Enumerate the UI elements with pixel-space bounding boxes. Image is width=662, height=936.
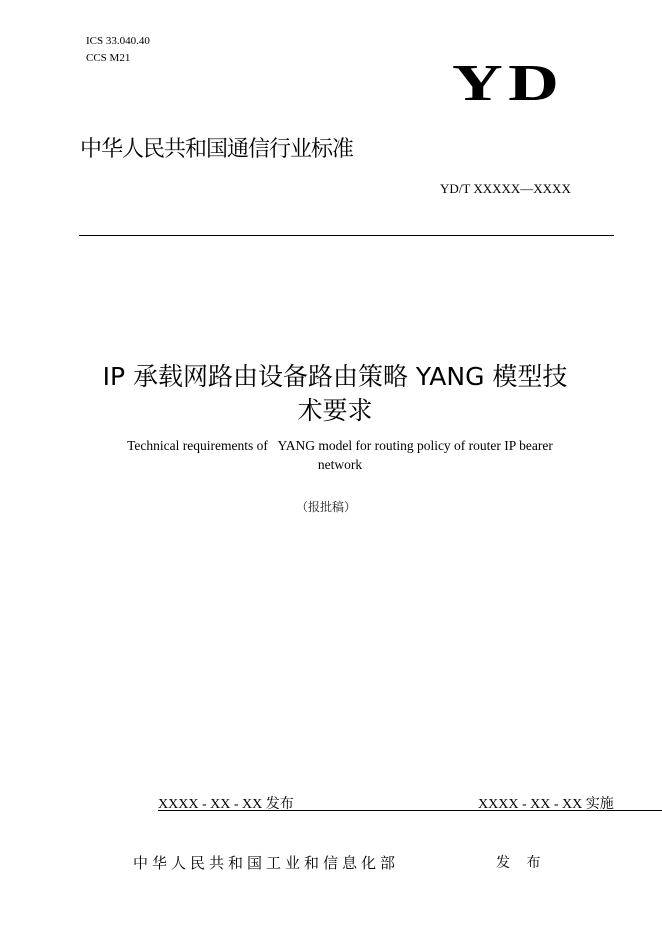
yd-logo: YD xyxy=(452,55,565,112)
header-divider xyxy=(79,235,614,236)
publish-label: 发 布 xyxy=(496,855,547,871)
standard-number: YD/T XXXXX—XXXX xyxy=(440,181,571,196)
issuing-authority: 中华人民共和国工业和信息化部 xyxy=(133,854,400,872)
title-english-line2: network xyxy=(317,457,363,472)
standard-type: 中华人民共和国通信行业标准 xyxy=(80,137,354,162)
title-chinese-line2: 术要求 xyxy=(297,396,373,425)
ccs-code: CCS M21 xyxy=(86,52,131,64)
ics-code: ICS 33.040.40 xyxy=(86,35,150,47)
title-chinese xyxy=(40,360,630,428)
draft-status: （报批稿） xyxy=(296,500,357,514)
implementation-date: XXXX - XX - XX 实施 xyxy=(478,797,614,812)
title-english-line1: Technical requirements of YANG model for routing policy of router IP bearer xyxy=(127,438,553,453)
issue-date: XXXX - XX - XX 发布 xyxy=(158,797,294,812)
title-chinese-line1: IP 承载网路由设备路由策略 YANG 模型技 xyxy=(102,362,568,391)
footer-divider xyxy=(158,810,662,811)
title-english xyxy=(80,436,600,474)
